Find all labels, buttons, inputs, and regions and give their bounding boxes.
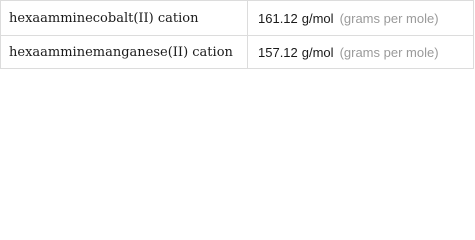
table-row	[1, 35, 473, 69]
unit-description: (grams per mole)	[339, 45, 439, 60]
compound-name-cell: hexaamminecobalt(II) cation	[9, 10, 199, 26]
molar-mass-table	[0, 0, 474, 69]
molar-mass-cell	[247, 36, 473, 69]
molar-mass-value: 157.12	[258, 45, 298, 60]
compound-name-cell: hexaamminemanganese(II) cation	[9, 45, 233, 60]
molar-mass-cell	[247, 1, 473, 35]
unit-description: (grams per mole)	[339, 10, 439, 26]
molar-mass-value: 161.12	[258, 10, 298, 26]
molar-mass-unit: g/mol	[301, 10, 334, 26]
molar-mass-unit: g/mol	[301, 45, 334, 60]
table-row	[1, 1, 473, 35]
